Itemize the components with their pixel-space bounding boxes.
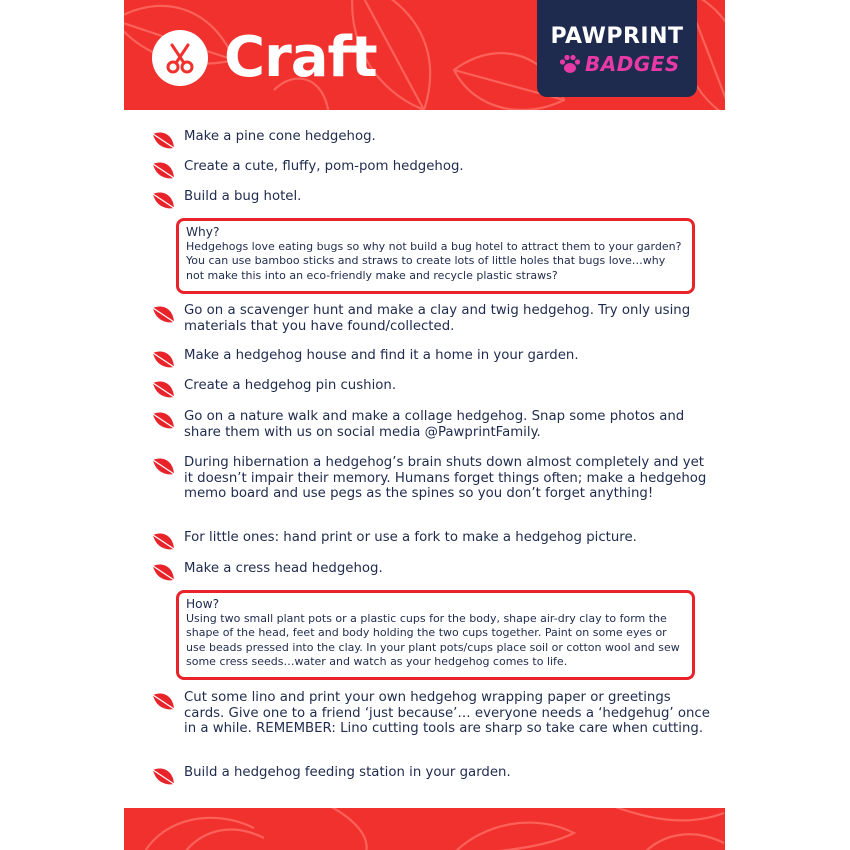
leaf-icon	[152, 456, 176, 478]
item-text: Create a cute, fluffy, pom-pom hedgehog.	[184, 159, 464, 174]
footer-banner	[124, 808, 725, 850]
item-text: Build a hedgehog feeding station in your garden.	[184, 765, 511, 780]
item-text: Go on a scavenger hunt and make a clay and twig hedgehog. Try only using materials that you have found/collected.	[184, 303, 691, 334]
leaf-icon	[152, 349, 176, 371]
why-box	[176, 218, 695, 294]
how-text: Using two small plant pots or a plastic cups for the body, shape air-dry clay to form the shape of the head, feet and body holding the two cups together. Paint on some eyes or use beads pressed into the clay. In your plant pots/cups place soil or cotton wool and sew some cress seeds…water and watch as your hedgehog comes to life.	[186, 611, 680, 668]
item-text: For little ones: hand print or use a fork to make a hedgehog picture.	[184, 530, 637, 545]
header-banner	[124, 0, 725, 110]
scissors-icon	[152, 30, 208, 86]
leaf-icon	[152, 130, 176, 152]
pawprint-badges-logo	[537, 0, 697, 97]
item-text: Create a hedgehog pin cushion.	[184, 378, 397, 393]
leaf-icon	[152, 562, 176, 584]
item-text: Go on a nature walk and make a collage hedgehog. Snap some photos and share them with us on social media @PawprintFamily.	[184, 409, 685, 440]
logo-line1: PAWPRINT	[550, 24, 684, 49]
leaf-icon	[152, 160, 176, 182]
leaf-icon	[152, 190, 176, 212]
leaf-icon	[152, 531, 176, 553]
leaf-icon	[152, 766, 176, 788]
why-label: Why?	[186, 225, 220, 239]
item-text: Make a hedgehog house and find it a home in your garden.	[184, 348, 579, 363]
why-text: Hedgehogs love eating bugs so why not build a bug hotel to attract them to your garden? You can use bamboo sticks and straws to create lots of little holes that bugs love…why not make this into an eco-friendly make and recycle plastic straws?	[186, 239, 682, 282]
page-title: Craft	[224, 25, 377, 90]
leaf-icon	[152, 304, 176, 326]
item-text: Make a cress head hedgehog.	[184, 561, 383, 576]
item-text: Cut some lino and print your own hedgehog wrapping paper or greetings cards. Give one to a friend ‘just because’… everyone needs a ‘hedgehug’ once in a while. REMEMBER: Lino cutting tools are sharp so take care when cutting.	[184, 690, 710, 736]
item-text: Make a pine cone hedgehog.	[184, 129, 376, 144]
item-text: During hibernation a hedgehog’s brain shuts down almost completely and yet it doesn’t impair their memory. Humans forget things often; make a hedgehog memo board and use pegs as the spines so you don’t forget anything!	[184, 455, 707, 501]
leaf-icon	[152, 379, 176, 401]
how-box	[176, 590, 695, 680]
logo-line2: BADGES	[585, 52, 680, 76]
leaf-pattern	[124, 808, 725, 850]
how-label: How?	[186, 597, 220, 611]
paw-icon	[559, 54, 581, 74]
leaf-icon	[152, 691, 176, 713]
item-text: Build a bug hotel.	[184, 189, 302, 204]
craft-page	[124, 0, 725, 850]
leaf-icon	[152, 410, 176, 432]
